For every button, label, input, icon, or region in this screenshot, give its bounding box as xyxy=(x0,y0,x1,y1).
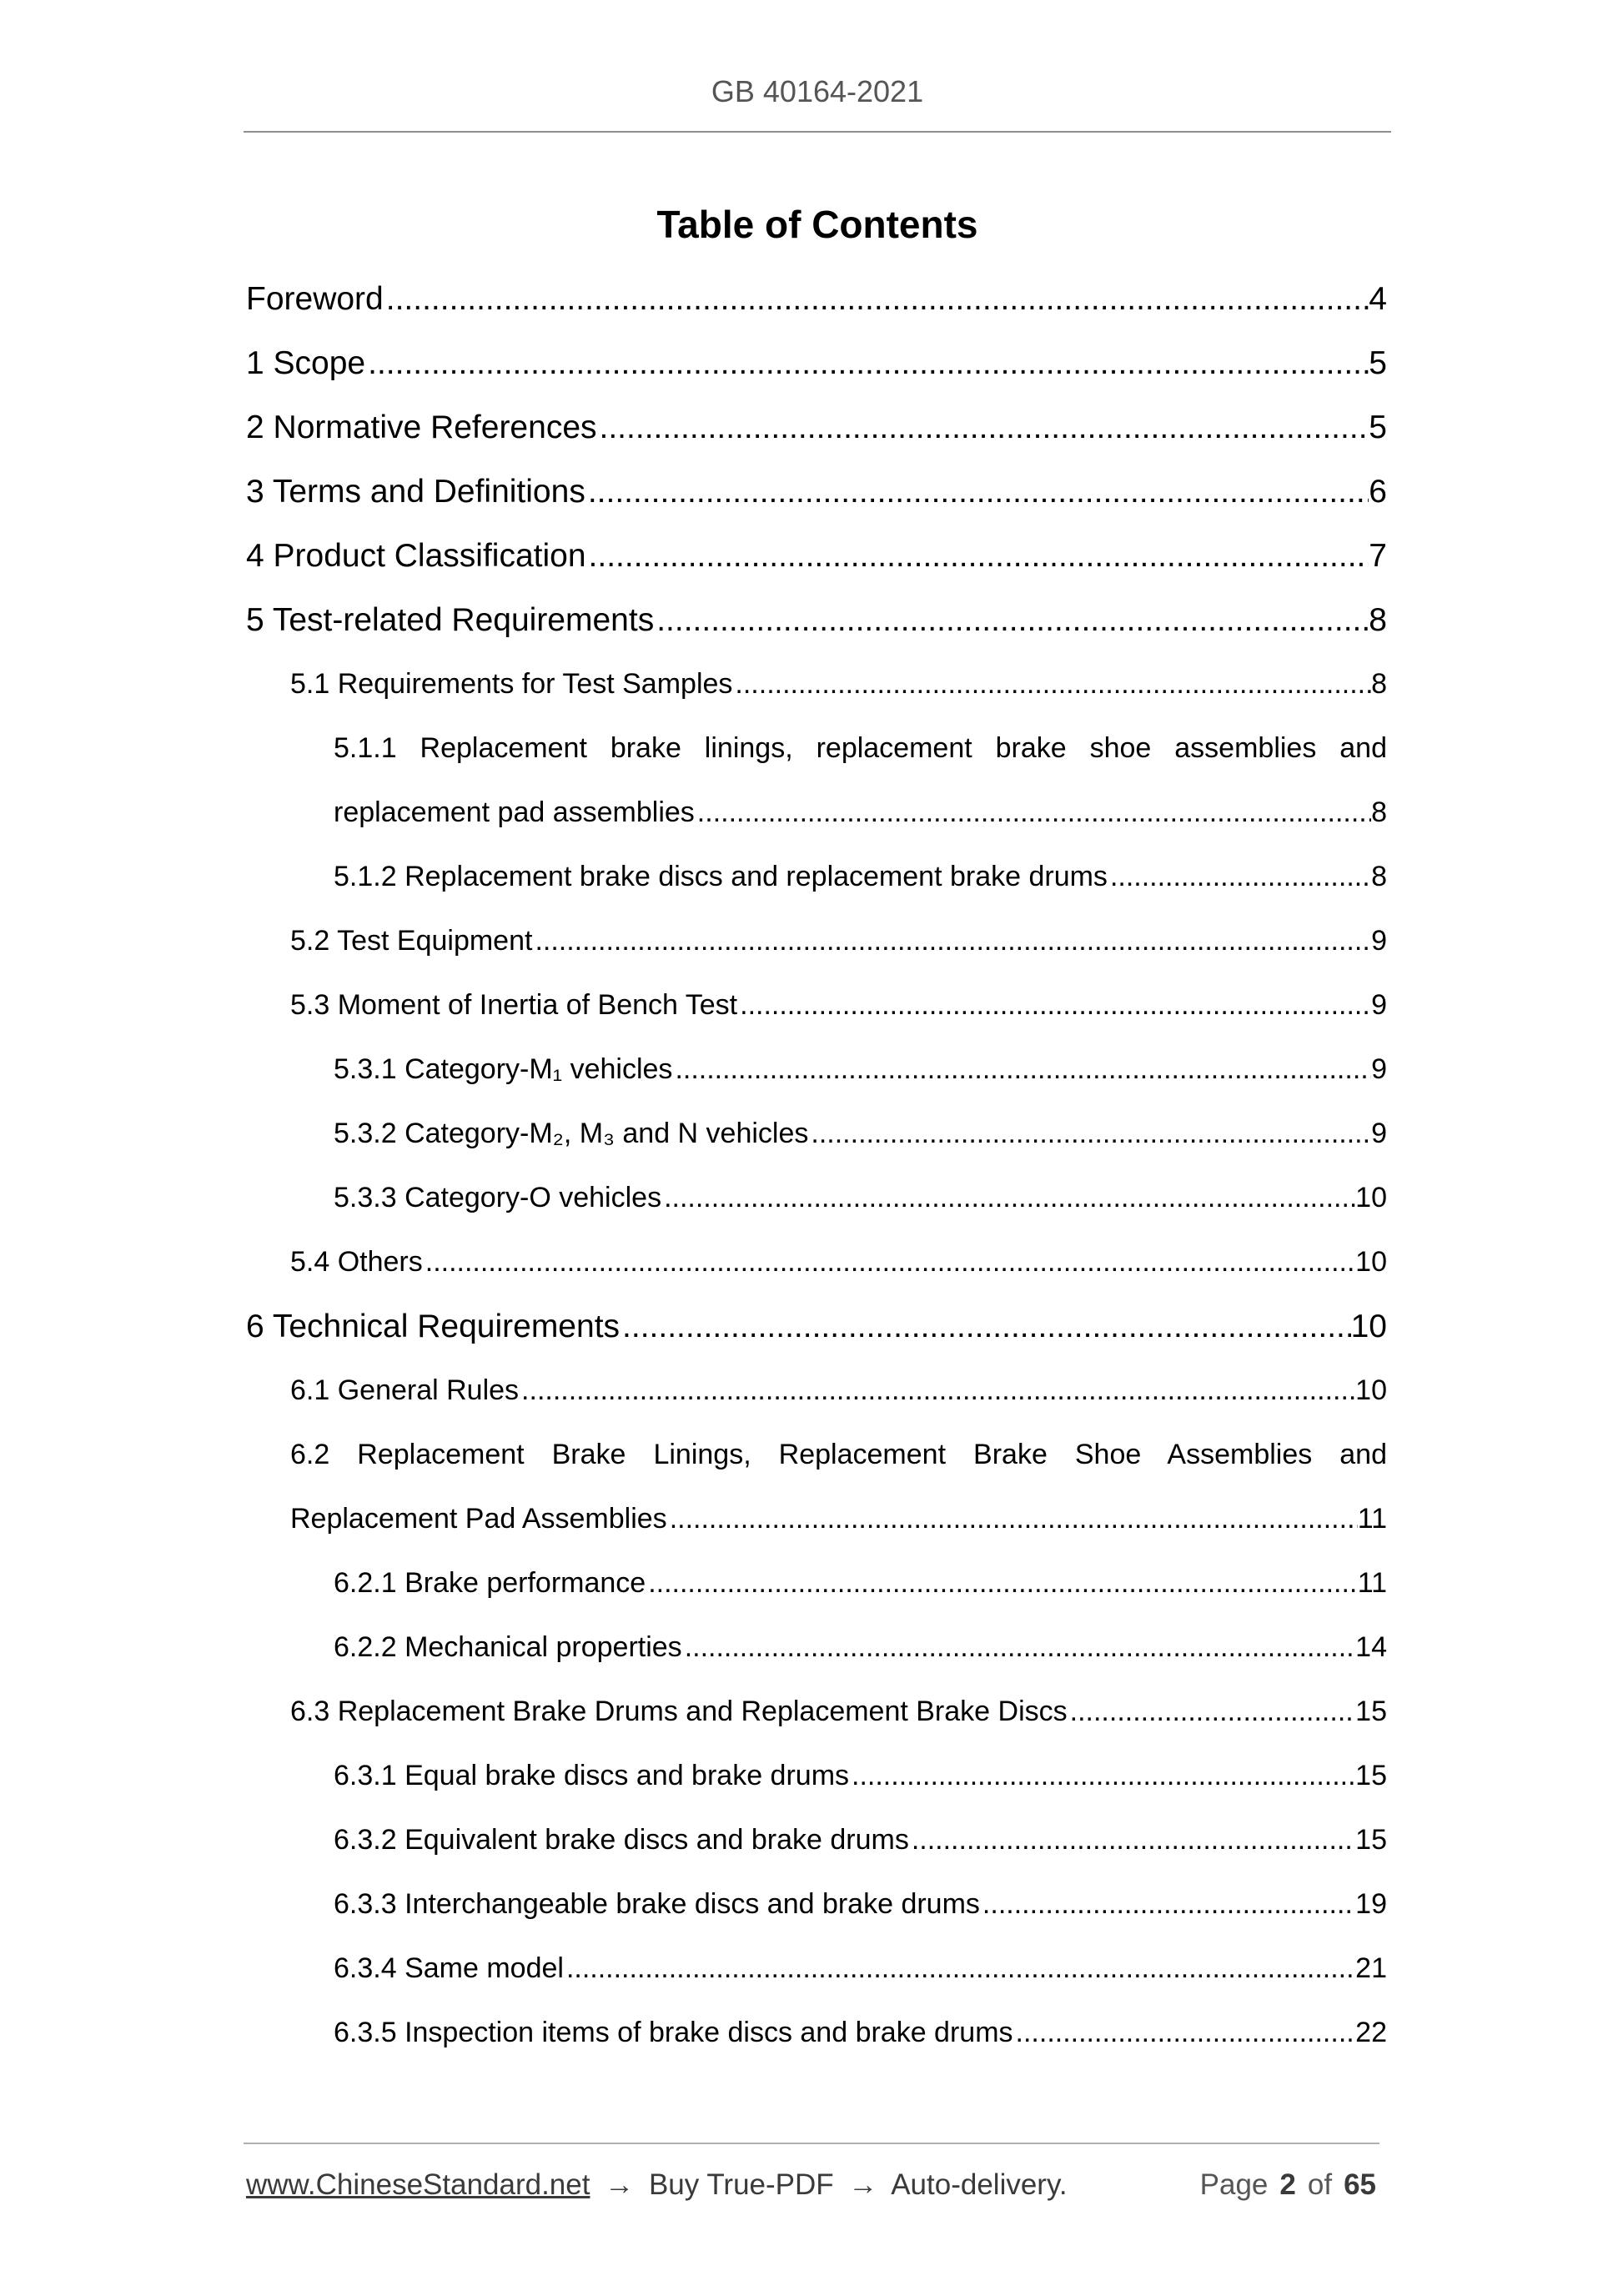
toc-entry-page-number: 15 xyxy=(1355,1824,1387,1856)
toc-entry-title: 5.1 Requirements for Test Samples xyxy=(290,668,733,700)
toc-entry-6-3-5[interactable] xyxy=(244,2001,1387,2065)
site-link[interactable]: www.ChineseStandard.net xyxy=(246,2168,590,2201)
toc-entry-5-1-1-line1[interactable]: 5.1.1 Replacement brake linings, replacement brake shoe assemblies and xyxy=(334,732,1387,764)
toc-entry-2[interactable] xyxy=(244,395,1387,460)
toc-entry-6-1[interactable] xyxy=(244,1359,1387,1423)
arrow-right-icon: → xyxy=(848,2168,878,2201)
of-word: of xyxy=(1307,2168,1333,2201)
toc-entry-foreword[interactable] xyxy=(244,267,1387,331)
toc-entry-4[interactable] xyxy=(244,524,1387,588)
toc-entry-title: 6.3.5 Inspection items of brake discs and brake drums xyxy=(334,2017,1013,2048)
current-page-number: 2 xyxy=(1279,2168,1296,2201)
toc-entry-page-number: 8 xyxy=(1369,602,1387,638)
toc-entry-page-number: 14 xyxy=(1355,1631,1387,1663)
toc-entry-title: 5.3.3 Category-O vehicles xyxy=(334,1182,662,1213)
table-of-contents xyxy=(244,267,1387,2065)
toc-entry-5-3-2[interactable] xyxy=(244,1102,1387,1166)
dot-leader xyxy=(654,588,1369,652)
toc-entry-title: 6.3.1 Equal brake discs and brake drums xyxy=(334,1760,850,1791)
document-code-header: GB 40164-2021 xyxy=(711,74,924,108)
toc-entry-6-2-1[interactable] xyxy=(244,1551,1387,1615)
toc-entry-5-1-1[interactable] xyxy=(244,781,1387,845)
toc-entry-title: 6.3.2 Equivalent brake discs and brake drums xyxy=(334,1824,909,1856)
toc-entry-5-3-1[interactable] xyxy=(244,1037,1387,1102)
toc-entry-page-number: 11 xyxy=(1357,1567,1387,1599)
header-divider xyxy=(244,131,1391,133)
delivery-label: Auto-delivery. xyxy=(891,2168,1068,2201)
dot-leader xyxy=(737,973,1371,1037)
toc-entry-page-number: 8 xyxy=(1371,861,1387,892)
toc-entry-title: 6.3.4 Same model xyxy=(334,1952,564,1984)
toc-entry-5-1[interactable] xyxy=(244,652,1387,716)
toc-entry-title: 1 Scope xyxy=(246,345,366,381)
toc-entry-5-1-2[interactable] xyxy=(244,845,1387,909)
toc-entry-1[interactable] xyxy=(244,331,1387,395)
toc-entry-title: 6.2.1 Brake performance xyxy=(334,1567,646,1599)
dot-leader xyxy=(384,267,1369,331)
total-pages-number: 65 xyxy=(1344,2168,1376,2201)
toc-entry-5-4[interactable] xyxy=(244,1230,1387,1294)
dot-leader xyxy=(519,1359,1355,1423)
toc-entry-page-number: 22 xyxy=(1355,2017,1387,2048)
toc-entry-title: 2 Normative References xyxy=(246,409,597,445)
dot-leader xyxy=(1068,1680,1356,1744)
toc-entry-title: 5.2 Test Equipment xyxy=(290,925,533,957)
toc-entry-page-number: 11 xyxy=(1357,1503,1387,1535)
toc-entry-6-3-4[interactable] xyxy=(244,1937,1387,2001)
arrow-right-icon: → xyxy=(605,2168,635,2201)
toc-entry-6[interactable] xyxy=(244,1294,1387,1359)
toc-entry-5-2[interactable] xyxy=(244,909,1387,973)
dot-leader xyxy=(532,909,1371,973)
toc-entry-page-number: 5 xyxy=(1369,409,1387,445)
dot-leader xyxy=(585,460,1369,524)
toc-entry-title: 3 Terms and Definitions xyxy=(246,474,585,510)
toc-entry-page-number: 7 xyxy=(1369,538,1387,574)
toc-entry-page-number: 9 xyxy=(1371,1118,1387,1149)
toc-title: Table of Contents xyxy=(656,203,978,246)
dot-leader xyxy=(682,1615,1355,1680)
dot-leader xyxy=(980,1872,1355,1937)
toc-entry-page-number: 9 xyxy=(1371,989,1387,1021)
toc-entry-title: replacement pad assemblies xyxy=(334,796,695,828)
toc-entry-page-number: 5 xyxy=(1369,345,1387,381)
toc-entry-title: 5.3 Moment of Inertia of Bench Test xyxy=(290,989,738,1021)
dot-leader xyxy=(597,395,1369,460)
dot-leader xyxy=(586,524,1369,588)
footer-promo xyxy=(246,2164,1068,2206)
dot-leader xyxy=(1013,2001,1356,2065)
toc-entry-page-number: 6 xyxy=(1369,474,1387,510)
footer-divider xyxy=(244,2143,1379,2144)
toc-entry-5-3-3[interactable] xyxy=(244,1166,1387,1230)
toc-entry-title: 6.3.3 Interchangeable brake discs and brake drums xyxy=(334,1888,980,1920)
dot-leader xyxy=(365,331,1369,395)
dot-leader xyxy=(695,781,1371,845)
toc-entry-title: 6.3 Replacement Brake Drums and Replacement Brake Discs xyxy=(290,1696,1068,1727)
toc-entry-6-2-2[interactable] xyxy=(244,1615,1387,1680)
page-footer xyxy=(246,2164,1376,2206)
toc-entry-3[interactable] xyxy=(244,460,1387,524)
toc-entry-title: 4 Product Classification xyxy=(246,538,586,574)
dot-leader xyxy=(808,1102,1371,1166)
toc-entry-page-number: 10 xyxy=(1350,1309,1387,1344)
toc-entry-title: Replacement Pad Assemblies xyxy=(290,1503,667,1535)
toc-entry-title: 6 Technical Requirements xyxy=(246,1309,621,1344)
toc-entry-page-number: 15 xyxy=(1355,1760,1387,1791)
toc-entry-page-number: 8 xyxy=(1371,796,1387,828)
dot-leader xyxy=(1108,845,1371,909)
toc-entry-6-2[interactable] xyxy=(244,1487,1387,1551)
dot-leader xyxy=(667,1487,1358,1551)
toc-entry-page-number: 9 xyxy=(1371,1053,1387,1085)
dot-leader xyxy=(849,1744,1355,1808)
toc-entry-page-number: 10 xyxy=(1355,1246,1387,1278)
toc-entry-5[interactable] xyxy=(244,588,1387,652)
toc-entry-6-3-2[interactable] xyxy=(244,1808,1387,1872)
dot-leader xyxy=(620,1294,1351,1359)
toc-entry-title: 5.4 Others xyxy=(290,1246,423,1278)
dot-leader xyxy=(661,1166,1355,1230)
dot-leader xyxy=(732,652,1371,716)
toc-entry-page-number: 19 xyxy=(1355,1888,1387,1920)
toc-entry-page-number: 9 xyxy=(1371,925,1387,957)
toc-entry-title: 5.3.1 Category-M₁ vehicles xyxy=(334,1053,673,1085)
toc-entry-6-3-3[interactable] xyxy=(244,1872,1387,1937)
toc-entry-6-3[interactable] xyxy=(244,1680,1387,1744)
toc-entry-page-number: 21 xyxy=(1355,1952,1387,1984)
toc-entry-title: Foreword xyxy=(246,281,384,317)
toc-entry-6-2-line1[interactable]: 6.2 Replacement Brake Linings, Replacement Brake Shoe Assemblies and xyxy=(290,1439,1387,1470)
dot-leader xyxy=(423,1230,1355,1294)
toc-entry-title: 5.1.2 Replacement brake discs and replacement brake drums xyxy=(334,861,1108,892)
toc-entry-title: 5.3.2 Category-M₂, M₃ and N vehicles xyxy=(334,1118,809,1149)
toc-entry-5-3[interactable] xyxy=(244,973,1387,1037)
toc-entry-page-number: 10 xyxy=(1355,1374,1387,1406)
buy-label: Buy True-PDF xyxy=(648,2168,834,2201)
toc-entry-page-number: 4 xyxy=(1369,281,1387,317)
toc-entry-title: 6.2.2 Mechanical properties xyxy=(334,1631,682,1663)
dot-leader xyxy=(909,1808,1355,1872)
toc-entry-title: 5 Test-related Requirements xyxy=(246,602,655,638)
toc-entry-page-number: 8 xyxy=(1371,668,1387,700)
dot-leader xyxy=(646,1551,1358,1615)
toc-entry-page-number: 10 xyxy=(1355,1182,1387,1213)
toc-entry-title: 6.1 General Rules xyxy=(290,1374,520,1406)
toc-entry-6-3-1[interactable] xyxy=(244,1744,1387,1808)
page-indicator xyxy=(1200,2164,1376,2206)
toc-entry-page-number: 15 xyxy=(1355,1696,1387,1727)
page-word: Page xyxy=(1199,2168,1269,2201)
dot-leader xyxy=(672,1037,1371,1102)
dot-leader xyxy=(564,1937,1355,2001)
